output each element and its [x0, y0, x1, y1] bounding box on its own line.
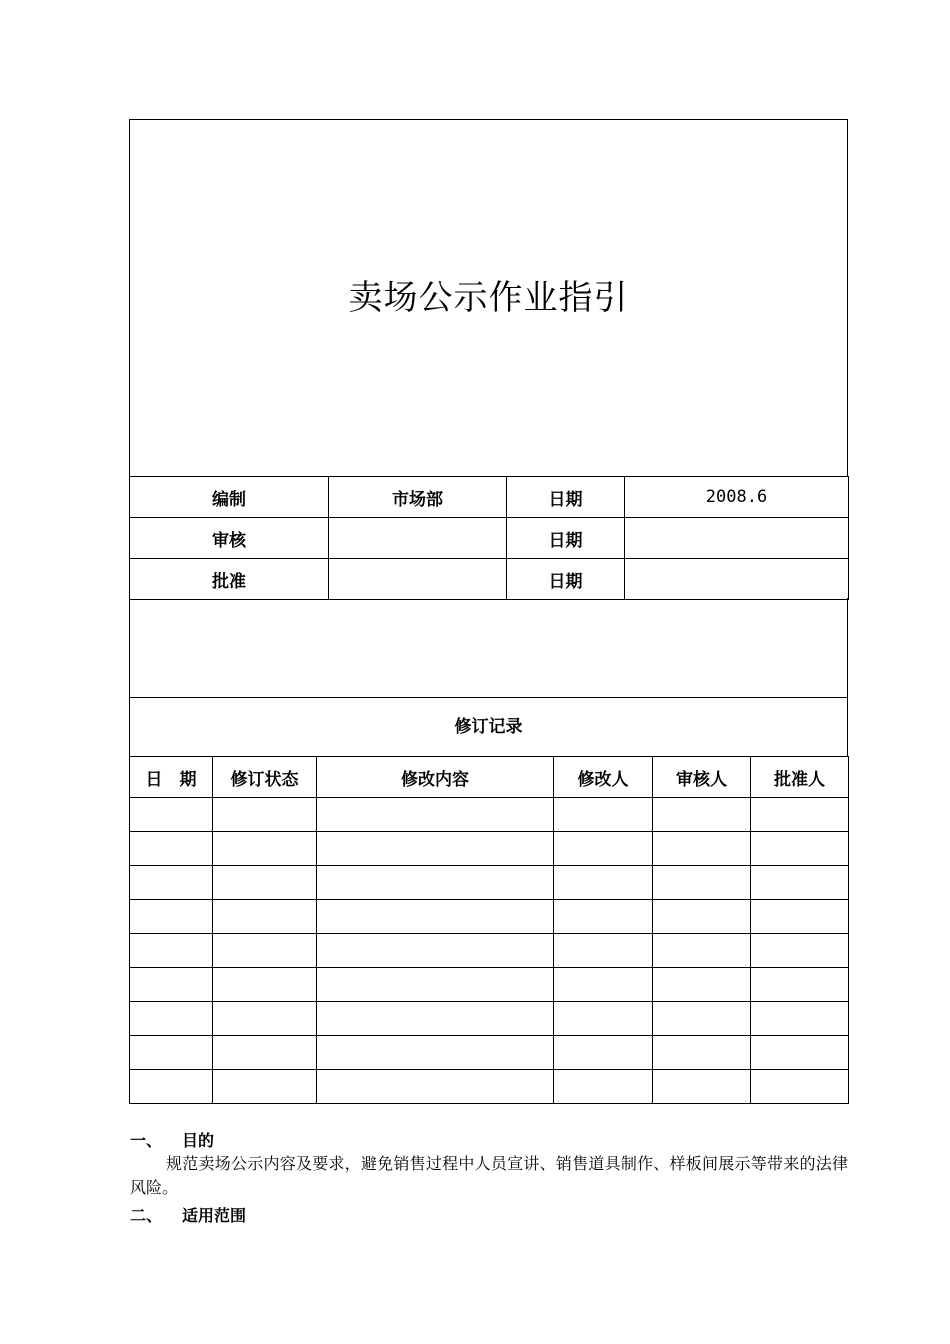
revision-cell	[554, 968, 653, 1002]
revision-row	[130, 798, 849, 832]
revision-cell	[213, 1070, 317, 1104]
revision-cell	[751, 968, 849, 1002]
signoff-date: 2008.6	[625, 477, 849, 518]
revision-cell	[130, 900, 213, 934]
title-box	[129, 119, 848, 477]
signoff-value	[329, 518, 507, 559]
revision-cell	[653, 1002, 751, 1036]
revision-cell	[751, 866, 849, 900]
revision-cell	[130, 1002, 213, 1036]
revision-cell	[751, 798, 849, 832]
signoff-label: 批准	[130, 559, 329, 600]
revision-cell	[130, 1070, 213, 1104]
revision-cell	[554, 1036, 653, 1070]
revision-cell	[751, 1036, 849, 1070]
revision-cell	[213, 900, 317, 934]
revision-cell	[130, 968, 213, 1002]
signoff-table	[129, 476, 849, 600]
signoff-row-approved	[130, 559, 849, 600]
signoff-label: 审核	[130, 518, 329, 559]
col-modifier: 修改人	[554, 757, 653, 798]
revision-cell	[554, 866, 653, 900]
section-body: 规范卖场公示内容及要求，避免销售过程中人员宣讲、销售道具制作、样板间展示等带来的法律风险。	[130, 1154, 848, 1197]
signoff-date-label: 日期	[507, 477, 625, 518]
revision-cell	[317, 900, 554, 934]
signoff-date	[625, 518, 849, 559]
signoff-row-reviewed	[130, 518, 849, 559]
revision-cell	[213, 934, 317, 968]
revision-cell	[653, 934, 751, 968]
revision-cell	[751, 832, 849, 866]
revision-cell	[554, 934, 653, 968]
revision-cell	[554, 1070, 653, 1104]
signoff-date-label: 日期	[507, 518, 625, 559]
section-number: 一、	[130, 1131, 163, 1150]
revision-cell	[213, 1002, 317, 1036]
revision-cell	[653, 866, 751, 900]
revision-cell	[653, 1070, 751, 1104]
section-number: 二、	[130, 1206, 163, 1225]
revision-cell	[751, 1070, 849, 1104]
revision-row	[130, 1070, 849, 1104]
revision-cell	[213, 1036, 317, 1070]
document-title: 卖场公示作业指引	[348, 278, 629, 318]
col-date: 日 期	[130, 757, 213, 798]
revision-cell	[653, 798, 751, 832]
revision-cell	[317, 866, 554, 900]
col-content: 修改内容	[317, 757, 554, 798]
revision-cell	[653, 900, 751, 934]
signoff-label: 编制	[130, 477, 329, 518]
document-frame	[129, 119, 848, 1098]
revision-heading: 修订记录	[129, 697, 848, 757]
revision-cell	[130, 798, 213, 832]
revision-row	[130, 900, 849, 934]
revision-cell	[554, 798, 653, 832]
section-heading	[130, 1203, 246, 1226]
revision-cell	[653, 968, 751, 1002]
revision-cell	[317, 1070, 554, 1104]
revision-table	[129, 756, 849, 1104]
revision-cell	[653, 832, 751, 866]
revision-cell	[554, 1002, 653, 1036]
revision-cell	[653, 1036, 751, 1070]
section-heading	[130, 1128, 214, 1151]
revision-cell	[554, 900, 653, 934]
revision-cell	[317, 832, 554, 866]
revision-cell	[317, 1002, 554, 1036]
revision-cell	[213, 798, 317, 832]
revision-cell	[751, 1002, 849, 1036]
signoff-date-label: 日期	[507, 559, 625, 600]
revision-cell	[317, 798, 554, 832]
revision-cell	[130, 866, 213, 900]
section-title: 目的	[182, 1131, 215, 1150]
signoff-value: 市场部	[329, 477, 507, 518]
blank-area	[129, 598, 848, 698]
revision-row	[130, 1036, 849, 1070]
revision-row	[130, 1002, 849, 1036]
revision-cell	[213, 968, 317, 1002]
col-approver: 批准人	[751, 757, 849, 798]
revision-cell	[130, 934, 213, 968]
revision-cell	[751, 934, 849, 968]
section-title: 适用范围	[182, 1206, 247, 1225]
revision-cell	[213, 866, 317, 900]
signoff-date	[625, 559, 849, 600]
signoff-value	[329, 559, 507, 600]
revision-cell	[213, 832, 317, 866]
revision-cell	[317, 1036, 554, 1070]
col-status: 修订状态	[213, 757, 317, 798]
revision-header-row	[130, 757, 849, 798]
revision-cell	[130, 1036, 213, 1070]
signoff-row-prepared	[130, 477, 849, 518]
revision-cell	[130, 832, 213, 866]
revision-row	[130, 832, 849, 866]
revision-cell	[317, 934, 554, 968]
revision-row	[130, 934, 849, 968]
revision-row	[130, 968, 849, 1002]
col-reviewer: 审核人	[653, 757, 751, 798]
revision-row	[130, 866, 849, 900]
revision-cell	[317, 968, 554, 1002]
revision-cell	[554, 832, 653, 866]
revision-cell	[751, 900, 849, 934]
